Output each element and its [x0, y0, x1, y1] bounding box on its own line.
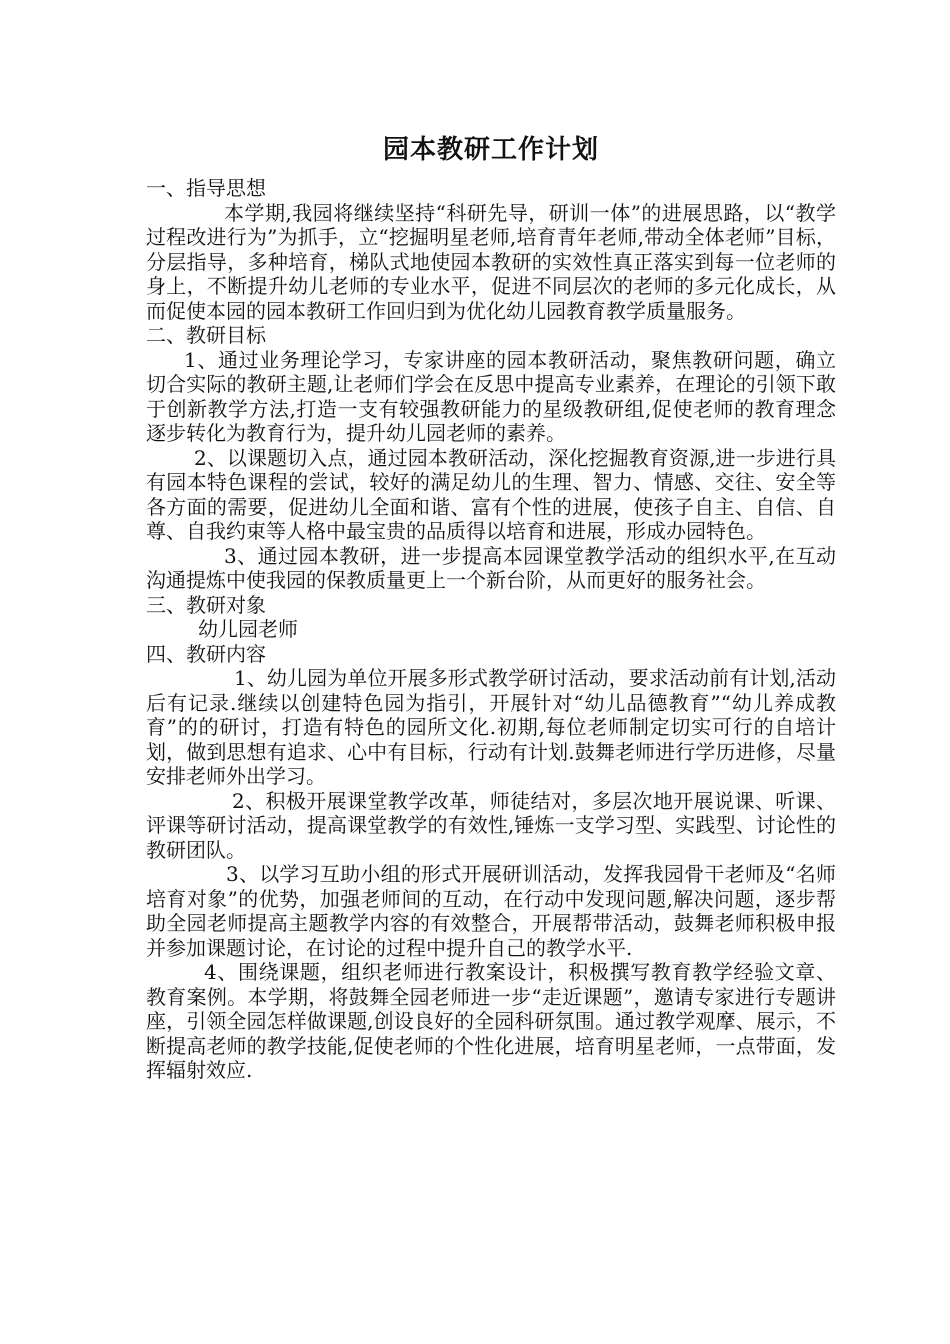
document-title: 园本教研工作计划 [382, 135, 599, 165]
section-heading-research-goals: 二、教研目标 [146, 323, 266, 347]
paragraph-goal-1: 1、通过业务理论学习，专家讲座的园本教研活动，聚焦教研问题，确立切合实际的教研主题,让老师们学会在反思中提高专业素养，在理论的引领下敢于创新教学方法,打造一支有较强教研能力的星级教研组,促使老师的教育理念逐步转化为教育行为，提升幼儿园老师的素养。 [146, 347, 836, 445]
paragraph-goal-2: 2、以课题切入点，通过园本教研活动，深化挖掘教育资源,进一步进行具有园本特色课程的尝试，较好的满足幼儿的生理、智力、情感、交往、安全等各方面的需要，促进幼儿全面和谐、富有个性的进展，使孩子自主、自信、自尊、自我约束等人格中最宝贵的品质得以培育和进展，形成办园特色。 [146, 445, 836, 543]
paragraph-content-4: 4、围绕课题，组织老师进行教案设计，积极撰写教育教学经验文章、教育案例。本学期，将鼓舞全园老师进一步“走近课题”，邀请专家进行专题讲座，引领全园怎样做课题,创设良好的全园科研氛围。通过教学观摩、展示，不断提高老师的教学技能,促使老师的个性化进展，培育明星老师，一点带面，发挥辐射效应. [146, 960, 836, 1082]
paragraph-goal-3: 3、通过园本教研，进一步提高本园课堂教学活动的组织水平,在互动沟通提炼中使我园的保教质量更上一个新台阶，从而更好的服务社会。 [146, 543, 836, 592]
section-heading-research-targets: 三、教研对象 [146, 592, 266, 617]
paragraph-guiding-ideology: 本学期,我园将继续坚持“科研先导，研训一体”的进展思路，以“教学过程改进行为”为抓手，立“挖掘明星老师,培育青年老师,带动全体老师”目标，分层指导，多种培育，梯队式地使园本教研的实效性真正落实到每一位老师的身上，不断提升幼儿老师的专业水平，促进不同层次的老师的多元化成长，从而促使本园的园本教研工作回归到为优化幼儿园教育教学质量服务。 [146, 200, 836, 323]
paragraph-content-1: 1、幼儿园为单位开展多形式教学研讨活动，要求活动前有计划,活动后有记录.继续以创建特色园为指引，开展针对“幼儿品德教育”“幼儿养成教育”的的研讨，打造有特色的园所文化.初期,每位老师制定切实可行的自培计划，做到思想有追求、心中有目标，行动有计划.鼓舞老师进行学历进修，尽量安排老师外出学习。 [146, 666, 836, 788]
paragraph-content-3: 3、以学习互助小组的形式开展研训活动，发挥我园骨干老师及“名师培育对象”的优势，加强老师间的互动，在行动中发现问题,解决问题，逐步帮助全园老师提高主题教学内容的有效整合，开展帮带活动，鼓舞老师积极申报并参加课题讨论，在讨论的过程中提升自己的教学水平. [146, 862, 836, 960]
section-heading-guiding-ideology: 一、指导思想 [146, 176, 266, 200]
paragraph-content-2: 2、积极开展课堂教学改革，师徒结对，多层次地开展说课、听课、评课等研讨活动，提高课堂教学的有效性,锤炼一支学习型、实践型、讨论性的教研团队。 [146, 788, 836, 862]
section-heading-research-content: 四、教研内容 [146, 641, 266, 666]
paragraph-targets: 幼儿园老师 [198, 617, 298, 641]
document-page [146, 128, 836, 1083]
